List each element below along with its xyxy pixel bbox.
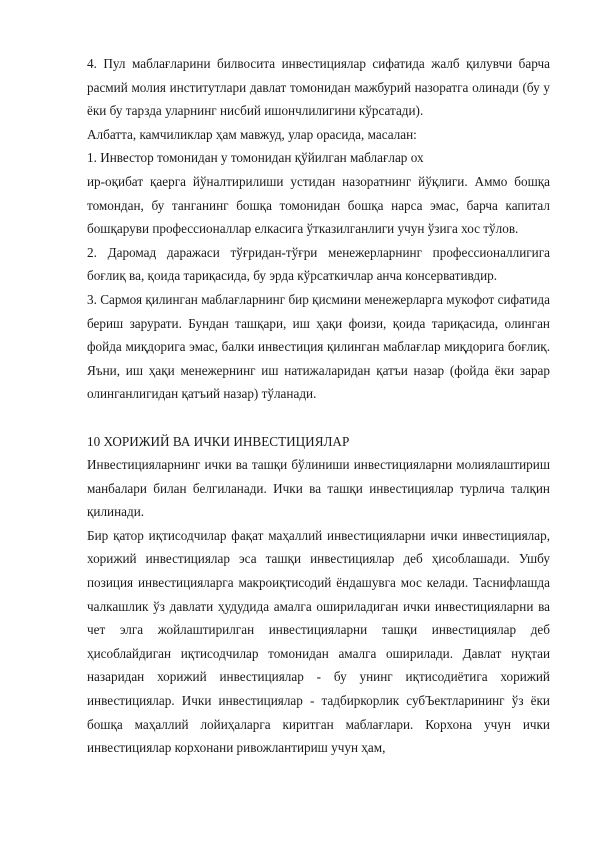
paragraph-point-1-start: 1. Инвестор томонидан у томонидан қўйилган маблағлар ох: [87, 150, 424, 166]
paragraph-economists-view: Бир қатор иқтисодчилар фақат маҳаллий инвестицияларни ички инвестициялар, хорижий инвестициялар эса ташқи инвестициялар деб ҳисоблашади. Ушбу позиция инвестицияларга макроиқтисодий ёндашувга мос келади. Таснифлашда чалкашлик ўз давлати ҳудудида амалга ошириладиган ички инвестицияларни ва чет элга жойлаштирилган инвестицияларни ташқи инвестициялар деб ҳисоблайдиган иқтисодчилар томонидан амалга оширилади. Давлат нуқтаи назаридан хорижий инвестициялар - бу унинг иқтисодиётига хорижий инвестициялар. Ички инвестициялар - тадбиркорлик субЪектларининг ўз ёки бошқа маҳаллий лойиҳаларга киритган маблағлари. Корхона учун ички инвестициялар корхонани ривожлантириш учун ҳам,: [87, 527, 550, 756]
paragraph-point-2: 2. Даромад даражаси тўғридан-тўғри менежерларнинг профессионаллигига боғлиқ ва, қоида тариқасида, бу эрда кўрсаткичлар анча консервативдир.: [87, 244, 550, 284]
document-page: [87, 52, 550, 760]
paragraph-fund-control: 4. Пул маблағларини билвосита инвестициялар сифатида жалб қилувчи барча расмий молия институтлари давлат томонидан мажбурий назоратга олинади (бу у ёки бу тарзда уларнинг нисбий ишончлилигини кўрсатади).: [87, 56, 550, 119]
paragraph-disadvantages-intro: Албатта, камчиликлар ҳам мавжуд, улар орасида, масалан:: [87, 126, 417, 142]
section-spacer: [87, 406, 550, 430]
section-heading: 10 ХОРИЖИЙ ВА ИЧКИ ИНВЕСТИЦИЯЛАР: [87, 433, 350, 449]
paragraph-point-1-continued: ир-оқибат қаерга йўналтирилиши устидан назоратнинг йўқлиги. Аммо бошқа томондан, бу танганинг бошқа томонидан бошқа нарса эмас, барча капитал бошқаруви профессионаллар елкасига ўтказилганлиги учун ўзига хос тўлов.: [87, 173, 550, 237]
paragraph-point-3: 3. Сармоя қилинган маблағларнинг бир қисмини менежерларга мукофот сифатида бериш зарурати. Бундан ташқари, иш ҳақи фоизи, қоида тариқасида, олинган фойда миқдорига эмас, балки инвестиция қилинган маблағлар миқдорига боғлиқ. Яъни, иш ҳақи менежернинг иш натижаларидан қатъи назар (фойда ёки зарар олинганлигидан қатъий назар) тўланади.: [87, 291, 550, 402]
paragraph-investment-division: Инвестицияларнинг ички ва ташқи бўлиниши инвестицияларни молиялаштириш манбалари билан белгиланади. Ички ва ташқи инвестициялар турлича талқин қилинади.: [87, 457, 550, 520]
